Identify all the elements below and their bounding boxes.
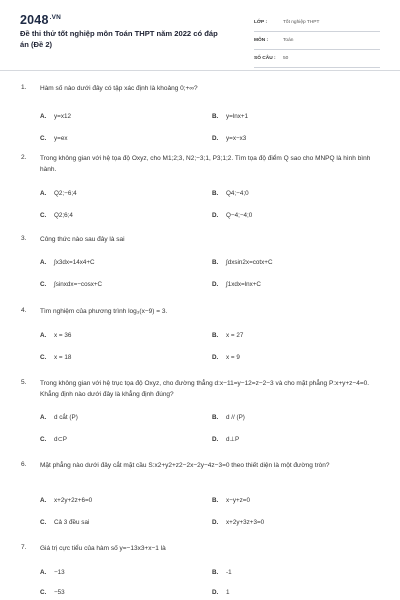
meta-row-subject bbox=[254, 32, 380, 50]
option-letter: B. bbox=[212, 190, 219, 197]
logo-tld: .VN bbox=[49, 13, 62, 21]
option-letter: A. bbox=[40, 259, 47, 266]
option-letter: B. bbox=[212, 113, 219, 120]
site-logo[interactable] bbox=[20, 13, 61, 27]
question-text: Trong không gian với hệ trục tọa độ Oxyz, cho đường thẳng d:x−11=y−12=z−2−3 và cho mặt phẳng P:x+y+z−4=0. Khẳng định nào dưới đây là khẳng định đúng? bbox=[40, 380, 370, 398]
option-c[interactable] bbox=[40, 519, 89, 526]
option-letter: D. bbox=[212, 212, 219, 219]
option-d[interactable] bbox=[212, 212, 252, 219]
meta-value: Toán bbox=[283, 38, 294, 43]
option-letter: C. bbox=[40, 436, 47, 443]
option-d[interactable] bbox=[212, 135, 246, 142]
option-text: d⊥P bbox=[226, 436, 240, 443]
option-letter: A. bbox=[40, 497, 47, 504]
option-letter: B. bbox=[212, 414, 219, 421]
option-a[interactable] bbox=[40, 259, 95, 266]
question-text: Hàm số nào dưới đây có tập xác định là khoảng 0;+∞? bbox=[40, 85, 198, 92]
option-b[interactable] bbox=[212, 190, 249, 197]
option-d[interactable] bbox=[212, 436, 239, 443]
option-text: −53 bbox=[54, 589, 65, 596]
question-number: 5. bbox=[21, 379, 27, 386]
option-d[interactable] bbox=[212, 519, 264, 526]
option-text: Q4;−4;0 bbox=[226, 190, 249, 197]
option-letter: C. bbox=[40, 212, 47, 219]
option-letter: A. bbox=[40, 332, 47, 339]
option-d[interactable] bbox=[212, 354, 240, 361]
option-text: Cả 3 đều sai bbox=[54, 519, 90, 526]
option-text: x−y+z=0 bbox=[226, 497, 250, 504]
option-a[interactable] bbox=[40, 497, 92, 504]
option-letter: C. bbox=[40, 519, 47, 526]
option-b[interactable] bbox=[212, 414, 245, 421]
option-text: x = 18 bbox=[54, 354, 72, 361]
option-text: Q2;−6;4 bbox=[54, 190, 77, 197]
option-letter: C. bbox=[40, 589, 47, 596]
option-letter: B. bbox=[212, 259, 219, 266]
option-letter: D. bbox=[212, 436, 219, 443]
meta-row-class bbox=[254, 14, 380, 32]
option-letter: A. bbox=[40, 414, 47, 421]
option-text: x = 36 bbox=[54, 332, 72, 339]
option-b[interactable] bbox=[212, 259, 273, 266]
question-number: 7. bbox=[21, 544, 27, 551]
option-c[interactable] bbox=[40, 436, 67, 443]
option-text: d⊂P bbox=[54, 436, 67, 443]
option-a[interactable] bbox=[40, 190, 77, 197]
meta-row-count bbox=[254, 50, 380, 68]
option-text: d // (P) bbox=[226, 414, 245, 421]
page-title: Đề thi thử tốt nghiệp môn Toán THPT năm 2022 có đáp án (Đề 2) bbox=[20, 29, 218, 49]
option-text: x+2y+2z+6=0 bbox=[54, 497, 93, 504]
option-letter: C. bbox=[40, 354, 47, 361]
question-text: Tìm nghiệm của phương trình log₃(x−9) = 3. bbox=[40, 308, 168, 315]
option-letter: C. bbox=[40, 281, 47, 288]
meta-label: LỚP : bbox=[254, 20, 268, 25]
option-a[interactable] bbox=[40, 332, 71, 339]
question-number: 3. bbox=[21, 235, 27, 242]
option-text: Q2;6;4 bbox=[54, 212, 73, 219]
question-text: Mặt phẳng nào dưới đây cắt mặt cầu S:x2+y2+z2−2x−2y−4z−3=0 theo thiết diện là một đường tròn? bbox=[40, 462, 330, 469]
option-text: x = 27 bbox=[226, 332, 244, 339]
option-letter: C. bbox=[40, 135, 47, 142]
option-text: ∫1xdx=lnx+C bbox=[226, 281, 261, 288]
option-letter: A. bbox=[40, 113, 47, 120]
option-text: d cắt (P) bbox=[54, 414, 78, 421]
option-c[interactable] bbox=[40, 589, 65, 596]
option-text: x+2y+3z+3=0 bbox=[226, 519, 265, 526]
option-text: y=ex bbox=[54, 135, 68, 142]
option-text: y=x12 bbox=[54, 113, 71, 120]
option-text: y=lnx+1 bbox=[226, 113, 249, 120]
meta-value: 50 bbox=[283, 56, 289, 61]
option-text: y=x−x3 bbox=[226, 135, 247, 142]
option-b[interactable] bbox=[212, 113, 248, 120]
option-text: −13 bbox=[54, 569, 65, 576]
option-a[interactable] bbox=[40, 414, 78, 421]
option-letter: B. bbox=[212, 569, 219, 576]
option-b[interactable] bbox=[212, 569, 232, 576]
meta-label: MÔN : bbox=[254, 38, 269, 43]
option-letter: D. bbox=[212, 135, 219, 142]
page-header bbox=[0, 0, 400, 68]
option-c[interactable] bbox=[40, 281, 102, 288]
header-divider bbox=[0, 70, 400, 71]
option-text: x = 9 bbox=[226, 354, 240, 361]
option-letter: A. bbox=[40, 190, 47, 197]
option-a[interactable] bbox=[40, 113, 71, 120]
option-b[interactable] bbox=[212, 497, 250, 504]
option-letter: D. bbox=[212, 281, 219, 288]
option-d[interactable] bbox=[212, 589, 230, 596]
question-number: 2. bbox=[21, 154, 27, 161]
option-c[interactable] bbox=[40, 135, 67, 142]
option-text: ∫x3dx=14x4+C bbox=[54, 259, 95, 266]
option-letter: A. bbox=[40, 569, 47, 576]
option-letter: B. bbox=[212, 497, 219, 504]
question-text: Trong không gian với hệ tọa độ Oxyz, cho M1;2;3, N2;−3;1, P3;1;2. Tìm tọa độ điểm Q sao cho MNPQ là hình bình hành. bbox=[40, 155, 371, 173]
option-letter: D. bbox=[212, 589, 219, 596]
exam-meta bbox=[254, 14, 380, 68]
meta-label: SỐ CÂU : bbox=[254, 56, 276, 61]
option-letter: D. bbox=[212, 354, 219, 361]
question-number: 4. bbox=[21, 307, 27, 314]
question-text: Công thức nào sau đây là sai bbox=[40, 236, 125, 243]
option-c[interactable] bbox=[40, 354, 71, 361]
question-number: 6. bbox=[21, 461, 27, 468]
option-text: -1 bbox=[226, 569, 232, 576]
option-a[interactable] bbox=[40, 569, 65, 576]
option-letter: B. bbox=[212, 332, 219, 339]
question-text: Giá trị cực tiểu của hàm số y=−13x3+x−1 là bbox=[40, 545, 166, 552]
option-text: ∫dxsin2x=cotx+C bbox=[226, 259, 273, 266]
option-text: ∫sinxdx=−cosx+C bbox=[54, 281, 103, 288]
option-b[interactable] bbox=[212, 332, 243, 339]
logo-text: 2048 bbox=[20, 13, 49, 27]
option-text: Q−4;−4;0 bbox=[226, 212, 253, 219]
question-number: 1. bbox=[21, 84, 27, 91]
option-d[interactable] bbox=[212, 281, 261, 288]
option-letter: D. bbox=[212, 519, 219, 526]
meta-value: Tốt nghiệp THPT bbox=[283, 20, 320, 25]
option-text: 1 bbox=[226, 589, 230, 596]
option-c[interactable] bbox=[40, 212, 73, 219]
